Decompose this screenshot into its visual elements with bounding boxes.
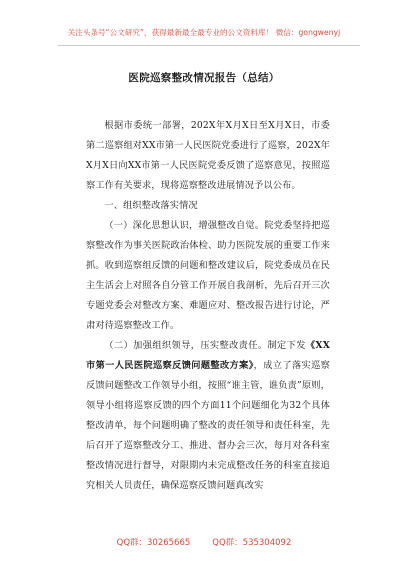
intro-paragraph: 根据市委统一部署，202X年X月X日至X月X日，市委第二巡察组对XX市第一人民医院党委进行了巡察，202X年X月X日向XX市第一人民医院党委反馈了巡察意见，按照巡察工作有关要求，现将巡察整改进展情况予以公布。	[86, 120, 330, 191]
item-2-prefix: （二）加强组织领导，压实整改责任。制定下发	[104, 340, 306, 351]
header-divider	[58, 45, 360, 46]
item-2-paragraph	[86, 336, 330, 496]
section-heading: 一、组织整改落实情况	[104, 200, 198, 211]
footer-contacts	[0, 536, 408, 548]
footer-qq-group-1: QQ群：30265665	[116, 538, 191, 548]
document-title: 医院巡察整改情况报告（总结）	[128, 72, 280, 84]
document-body	[86, 116, 330, 496]
item-2-document-name: 《XX市第一人民医院巡察反馈问题整改方案》	[86, 340, 330, 371]
item-1-paragraph: （一）深化思想认识，增强整改自觉。院党委坚持把巡察整改作为事关医院政治体检、助力医院发展的重要工作来抓。收到巡察组反馈的问题和整改建议后，院党委成员在民主生活会上对照各自分管工作开展自我剖析，先后召开三次专题党委会对整改方案、难题应对、整改报告进行讨论，严肃对待巡察整改工作。	[86, 220, 330, 331]
footer-qq-group-2: QQ群：535304092	[212, 538, 292, 548]
item-2-rest: ，成立了落实巡察反馈问题整改工作领导小组，按照“谁主管，谁负责”原则，领导小组将巡察反馈的四个方面11个问题细化为32个具体整改清单，每个问题明确了整改的责任领导和责任科室，先后召开了巡察整改分工、推进、督办会三次，每月对各科室整改情况进行督导，对限期内未完成整改任务的科室直接追究相关人员责任，确保巡察反馈问题真改实	[86, 360, 330, 491]
promo-banner: 关注头条号“公文研究”，获得最新最全最专业的公文资料库！ 微信：gongwenyj	[67, 28, 341, 37]
